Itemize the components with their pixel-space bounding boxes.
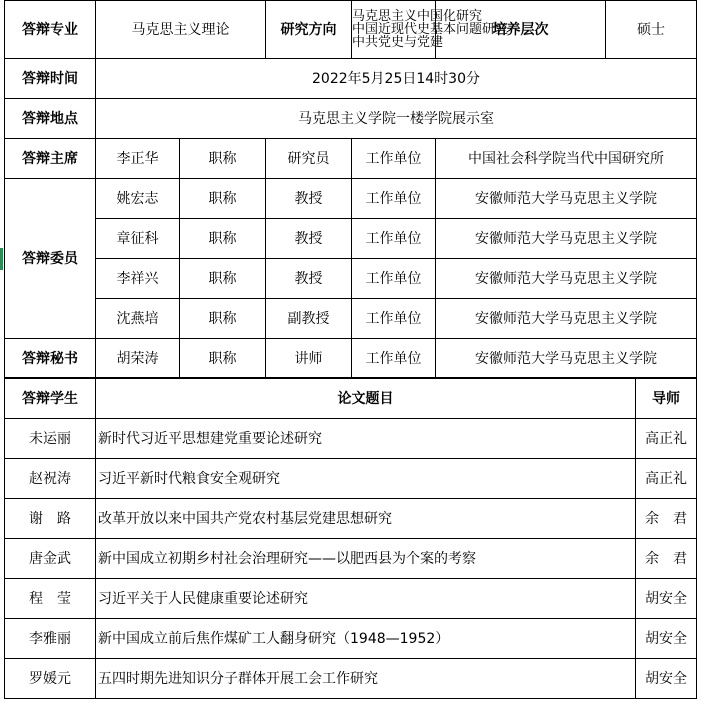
- student-name: 李雅丽: [5, 619, 96, 659]
- level-label-cell: 培养层次: [436, 1, 606, 59]
- direction-label: 研究方向: [266, 1, 352, 59]
- time-label: 答辩时间: [5, 59, 96, 99]
- table-row: [5, 579, 697, 619]
- unit-label: 工作单位: [352, 139, 436, 179]
- unit-label: 工作单位: [352, 339, 436, 379]
- member-name: 章征科: [96, 219, 180, 259]
- member-title: 研究员: [266, 139, 352, 179]
- direction-item: 中国近现代史基本问题研究: [352, 22, 509, 37]
- place-label: 答辩地点: [5, 99, 96, 139]
- direction-item: 中共党史与党建: [352, 35, 444, 50]
- member-row: [5, 179, 697, 219]
- member-title: 教授: [266, 219, 352, 259]
- member-name: 姚宏志: [96, 179, 180, 219]
- student-name: 罗媛元: [5, 659, 96, 699]
- direction-values: [352, 1, 509, 59]
- secretary-label: 答辩秘书: [5, 339, 96, 379]
- thesis-table: [4, 377, 697, 699]
- member-unit: 安徽师范大学马克思主义学院: [436, 179, 697, 219]
- place-value: 马克思主义学院一楼学院展示室: [96, 99, 697, 139]
- advisor-name: 胡安全: [636, 619, 697, 659]
- table-row: [5, 499, 697, 539]
- advisor-name: 高正礼: [636, 419, 697, 459]
- row-marker: [0, 248, 3, 270]
- table-row: [5, 659, 697, 699]
- title-label: 职称: [180, 139, 266, 179]
- advisor-name: 余 君: [636, 499, 697, 539]
- col-advisor-header: 导师: [636, 378, 697, 419]
- chair-row: [5, 139, 697, 179]
- member-unit: 安徽师范大学马克思主义学院: [436, 299, 697, 339]
- thesis-title: 习近平新时代粮食安全观研究: [96, 459, 636, 499]
- student-name: 未运丽: [5, 419, 96, 459]
- member-title: 教授: [266, 259, 352, 299]
- table-row: [5, 419, 697, 459]
- member-row: [5, 219, 697, 259]
- member-unit: 安徽师范大学马克思主义学院: [436, 339, 697, 379]
- member-title: 教授: [266, 179, 352, 219]
- member-title: 讲师: [266, 339, 352, 379]
- member-name: 李祥兴: [96, 259, 180, 299]
- thesis-title: 新中国成立前后焦作煤矿工人翻身研究（1948—1952）: [96, 619, 636, 659]
- advisor-name: 胡安全: [636, 579, 697, 619]
- level-value: 硕士: [606, 1, 697, 59]
- major-row: [5, 1, 697, 59]
- table-row: [5, 459, 697, 499]
- member-name: 李正华: [96, 139, 180, 179]
- place-row: [5, 99, 697, 139]
- title-label: 职称: [180, 219, 266, 259]
- unit-label: 工作单位: [352, 179, 436, 219]
- unit-label: 工作单位: [352, 259, 436, 299]
- table-row: [5, 539, 697, 579]
- member-row: [5, 259, 697, 299]
- table-row: [5, 619, 697, 659]
- col-student-header: 答辩学生: [5, 378, 96, 419]
- title-label: 职称: [180, 299, 266, 339]
- student-name: 程 莹: [5, 579, 96, 619]
- title-label: 职称: [180, 179, 266, 219]
- title-label: 职称: [180, 259, 266, 299]
- members-label: 答辩委员: [5, 179, 96, 339]
- secretary-row: [5, 339, 697, 379]
- student-name: 谢 路: [5, 499, 96, 539]
- direction-item: 马克思主义中国化研究: [352, 9, 483, 24]
- member-unit: 安徽师范大学马克思主义学院: [436, 219, 697, 259]
- thesis-title: 五四时期先进知识分子群体开展工会工作研究: [96, 659, 636, 699]
- member-title: 副教授: [266, 299, 352, 339]
- thesis-title: 改革开放以来中国共产党农村基层党建思想研究: [96, 499, 636, 539]
- thesis-title: 新中国成立初期乡村社会治理研究——以肥西县为个案的考察: [96, 539, 636, 579]
- student-name: 赵祝涛: [5, 459, 96, 499]
- major-label: 答辩专业: [5, 1, 96, 59]
- defense-info-table: [4, 0, 697, 379]
- member-name: 沈燕培: [96, 299, 180, 339]
- thesis-header-row: [5, 378, 697, 419]
- thesis-title: 习近平关于人民健康重要论述研究: [96, 579, 636, 619]
- time-value: 2022年5月25日14时30分: [96, 59, 697, 99]
- unit-label: 工作单位: [352, 219, 436, 259]
- advisor-name: 高正礼: [636, 459, 697, 499]
- member-name: 胡荣涛: [96, 339, 180, 379]
- student-name: 唐金武: [5, 539, 96, 579]
- advisor-name: 胡安全: [636, 659, 697, 699]
- time-row: [5, 59, 697, 99]
- member-row: [5, 299, 697, 339]
- title-label: 职称: [180, 339, 266, 379]
- unit-label: 工作单位: [352, 299, 436, 339]
- member-unit: 中国社会科学院当代中国研究所: [436, 139, 697, 179]
- major-value: 马克思主义理论: [96, 1, 266, 59]
- chair-label: 答辩主席: [5, 139, 96, 179]
- member-unit: 安徽师范大学马克思主义学院: [436, 259, 697, 299]
- advisor-name: 余 君: [636, 539, 697, 579]
- col-thesis-header: 论文题目: [96, 378, 636, 419]
- thesis-title: 新时代习近平思想建党重要论述研究: [96, 419, 636, 459]
